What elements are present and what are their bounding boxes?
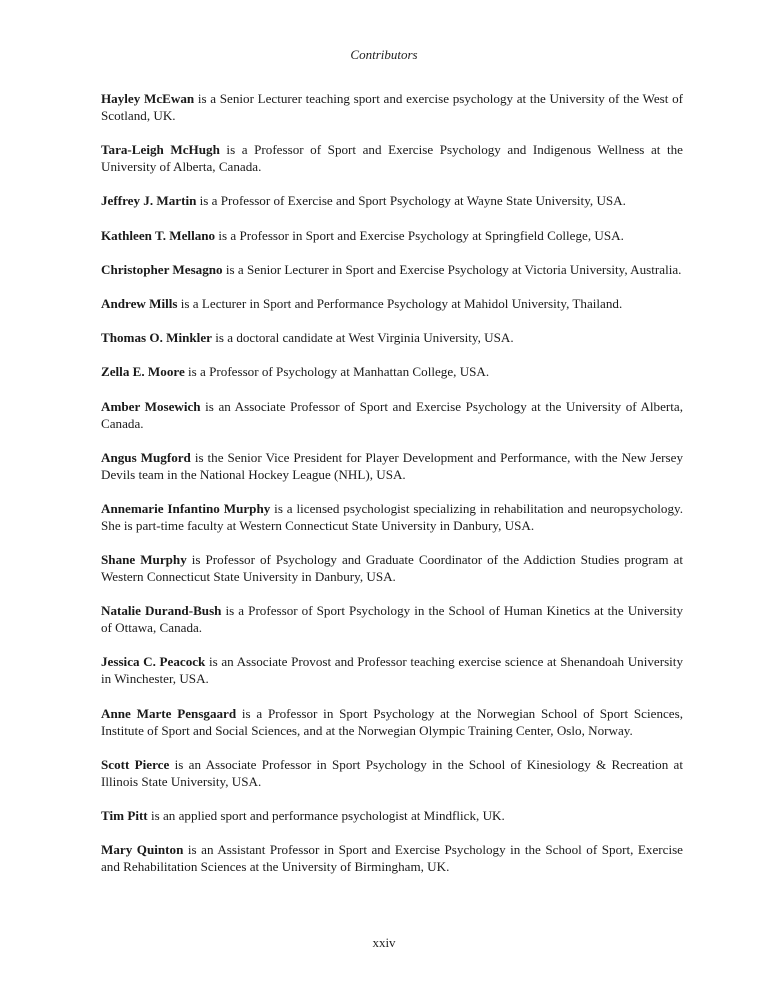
- contributor-bio: is a licensed psychologist specializing in rehabilitation and neuropsychology. She is part-time faculty at Western Connecticut State University in Danbury, USA.: [101, 500, 683, 533]
- contributor-entry: [101, 841, 683, 875]
- contributor-bio: is an applied sport and performance psychologist at Mindflick, UK.: [147, 808, 505, 823]
- contributor-name: Mary Quinton: [101, 842, 184, 858]
- contributor-name: Tara-Leigh McHugh: [101, 142, 220, 158]
- contributor-name: Kathleen T. Mellano: [101, 227, 216, 243]
- contributor-name: Annemarie Infantino Murphy: [101, 500, 271, 516]
- contributor-entry: [101, 261, 683, 278]
- contributor-name: Tim Pitt: [101, 808, 148, 823]
- contributor-entry: [101, 227, 683, 244]
- contributor-entry: [101, 363, 683, 380]
- contributor-entry: [101, 295, 683, 312]
- contributor-entry: [101, 192, 683, 209]
- contributor-bio: is a Professor of Sport and Exercise Psychology and Indigenous Wellness at the University of Alberta, Canada.: [101, 142, 683, 175]
- contributor-entry: [101, 653, 683, 687]
- contributor-bio: is an Associate Professor in Sport Psychology in the School of Kinesiology & Recreation at Illinois State University, USA.: [101, 756, 683, 789]
- contributor-bio: is an Associate Professor of Sport and Exercise Psychology at the University of Alberta, Canada.: [101, 398, 683, 431]
- contributor-entry: [101, 449, 683, 483]
- contributor-entry: [101, 500, 683, 534]
- contributor-bio: is an Associate Provost and Professor teaching exercise science at Shenandoah University in Winchester, USA.: [101, 654, 683, 687]
- contributor-name: Jeffrey J. Martin: [101, 193, 197, 209]
- contributor-bio: is a Professor in Sport and Exercise Psychology at Springfield College, USA.: [215, 227, 624, 243]
- contributor-bio: is an Assistant Professor in Sport and Exercise Psychology in the School of Sport, Exercise and Rehabilitation Sciences at the University of Birmingham, UK.: [101, 842, 683, 875]
- contributor-name: Thomas O. Minkler: [101, 330, 212, 346]
- contributor-bio: is a Lecturer in Sport and Performance Psychology at Mahidol University, Thailand.: [177, 295, 623, 311]
- contributor-bio: is a Professor of Sport Psychology in the School of Human Kinetics at the University of Ottawa, Canada.: [101, 603, 683, 636]
- contributor-bio: is a doctoral candidate at West Virginia University, USA.: [211, 330, 514, 346]
- page-number: xxiv: [372, 935, 396, 950]
- contributor-bio: is Professor of Psychology and Graduate Coordinator of the Addiction Studies program at Western Connecticut State University in Danbury, USA.: [101, 552, 683, 585]
- contributor-bio: is a Professor in Sport Psychology at the Norwegian School of Sport Sciences, Institute of Sport and Social Sciences, and at the Norwegian Olympic Training Center, Oslo, Norway.: [101, 705, 683, 738]
- contributor-name: Natalie Durand-Bush: [101, 603, 222, 619]
- running-head: Contributors: [350, 47, 418, 62]
- contributor-name: Shane Murphy: [101, 552, 187, 568]
- contributor-name: Amber Mosewich: [101, 398, 201, 414]
- contributor-entry: [101, 602, 683, 636]
- contributor-entry: [101, 551, 683, 585]
- contributor-name: Jessica C. Peacock: [101, 654, 206, 670]
- contributor-bio: is the Senior Vice President for Player Development and Performance, with the New Jersey Devils team in the National Hockey League (NHL), USA.: [101, 449, 684, 482]
- contributor-name: Scott Pierce: [101, 756, 170, 772]
- contributor-name: Hayley McEwan: [101, 91, 195, 106]
- contributor-bio: is a Professor of Psychology at Manhattan College, USA.: [184, 364, 490, 380]
- contributor-entry: [101, 807, 683, 824]
- contributors-list: [101, 90, 683, 892]
- contributor-entry: [101, 329, 683, 346]
- contributor-bio: is a Senior Lecturer teaching sport and exercise psychology at the University of the West of Scotland, UK.: [101, 91, 683, 123]
- contributor-entry: [101, 90, 683, 124]
- contributor-entry: [101, 705, 683, 739]
- contributor-name: Andrew Mills: [101, 295, 178, 311]
- contributor-name: Anne Marte Pensgaard: [101, 705, 237, 721]
- contributor-entry: [101, 141, 683, 175]
- contributor-entry: [101, 398, 683, 432]
- contributor-name: Christopher Mesagno: [101, 261, 223, 277]
- contributor-bio: is a Professor of Exercise and Sport Psychology at Wayne State University, USA.: [196, 193, 626, 209]
- contributor-name: Zella E. Moore: [101, 364, 185, 380]
- contributor-entry: [101, 756, 683, 790]
- contributor-bio: is a Senior Lecturer in Sport and Exercise Psychology at Victoria University, Australia.: [222, 261, 682, 277]
- contributor-name: Angus Mugford: [101, 449, 191, 465]
